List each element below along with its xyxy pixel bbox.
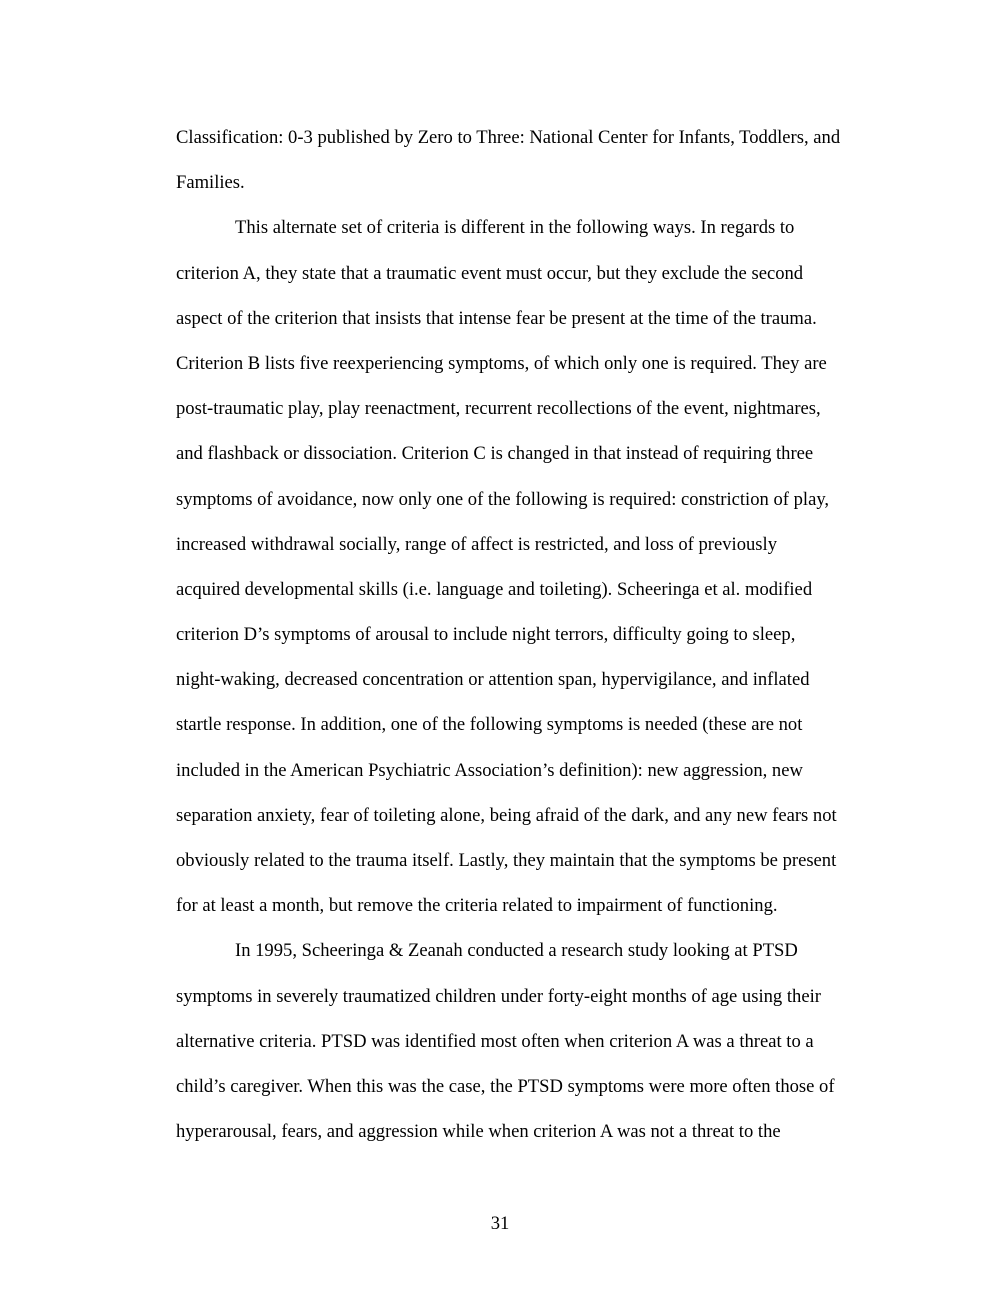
text-line: Criterion B lists five reexperiencing symptoms, of which only one is required. They are [176, 352, 827, 374]
text-line: startle response. In addition, one of the following symptoms is needed (these are not [176, 714, 803, 736]
text-line: criterion D’s symptoms of arousal to include night terrors, difficulty going to sleep, [176, 624, 796, 646]
text-line: included in the American Psychiatric Association’s definition): new aggression, new [176, 759, 803, 781]
text-line: symptoms of avoidance, now only one of the following is required: constriction of play, [176, 488, 830, 510]
text-line: This alternate set of criteria is different in the following ways. In regards to [235, 217, 795, 239]
text-line: Classification: 0-3 published by Zero to Three: National Center for Infants, Toddlers, and [176, 127, 841, 148]
text-line: child’s caregiver. When this was the case, the PTSD symptoms were more often those of [176, 1075, 835, 1097]
text-line: and flashback or dissociation. Criterion C is changed in that instead of requiring three [176, 443, 814, 465]
text-line: aspect of the criterion that insists that intense fear be present at the time of the trauma. [176, 307, 817, 329]
text-line: post-traumatic play, play reenactment, recurrent recollections of the event, nightmares, [176, 398, 821, 420]
text-line: alternative criteria. PTSD was identified most often when criterion A was a threat to a [176, 1030, 814, 1052]
text-line: for at least a month, but remove the criteria related to impairment of functioning. [176, 895, 778, 917]
page-number: 31 [490, 1213, 510, 1234]
text-line: increased withdrawal socially, range of affect is restricted, and loss of previously [176, 533, 777, 555]
text-line: obviously related to the trauma itself. Lastly, they maintain that the symptoms be present [176, 850, 837, 871]
text-line: night-waking, decreased concentration or attention span, hypervigilance, and inflated [176, 669, 810, 691]
text-line: criterion A, they state that a traumatic event must occur, but they exclude the second [176, 262, 804, 284]
text-line: In 1995, Scheeringa & Zeanah conducted a research study looking at PTSD [235, 940, 798, 962]
text-line: symptoms in severely traumatized children under forty-eight months of age using their [176, 985, 821, 1007]
text-line: Families. [176, 172, 245, 194]
text-line: acquired developmental skills (i.e. language and toileting). Scheeringa et al. modified [176, 578, 813, 600]
text-line: hyperarousal, fears, and aggression while when criterion A was not a threat to the [176, 1121, 781, 1143]
body-text [176, 115, 886, 1154]
text-line: separation anxiety, fear of toileting alone, being afraid of the dark, and any new fears not [176, 804, 837, 826]
